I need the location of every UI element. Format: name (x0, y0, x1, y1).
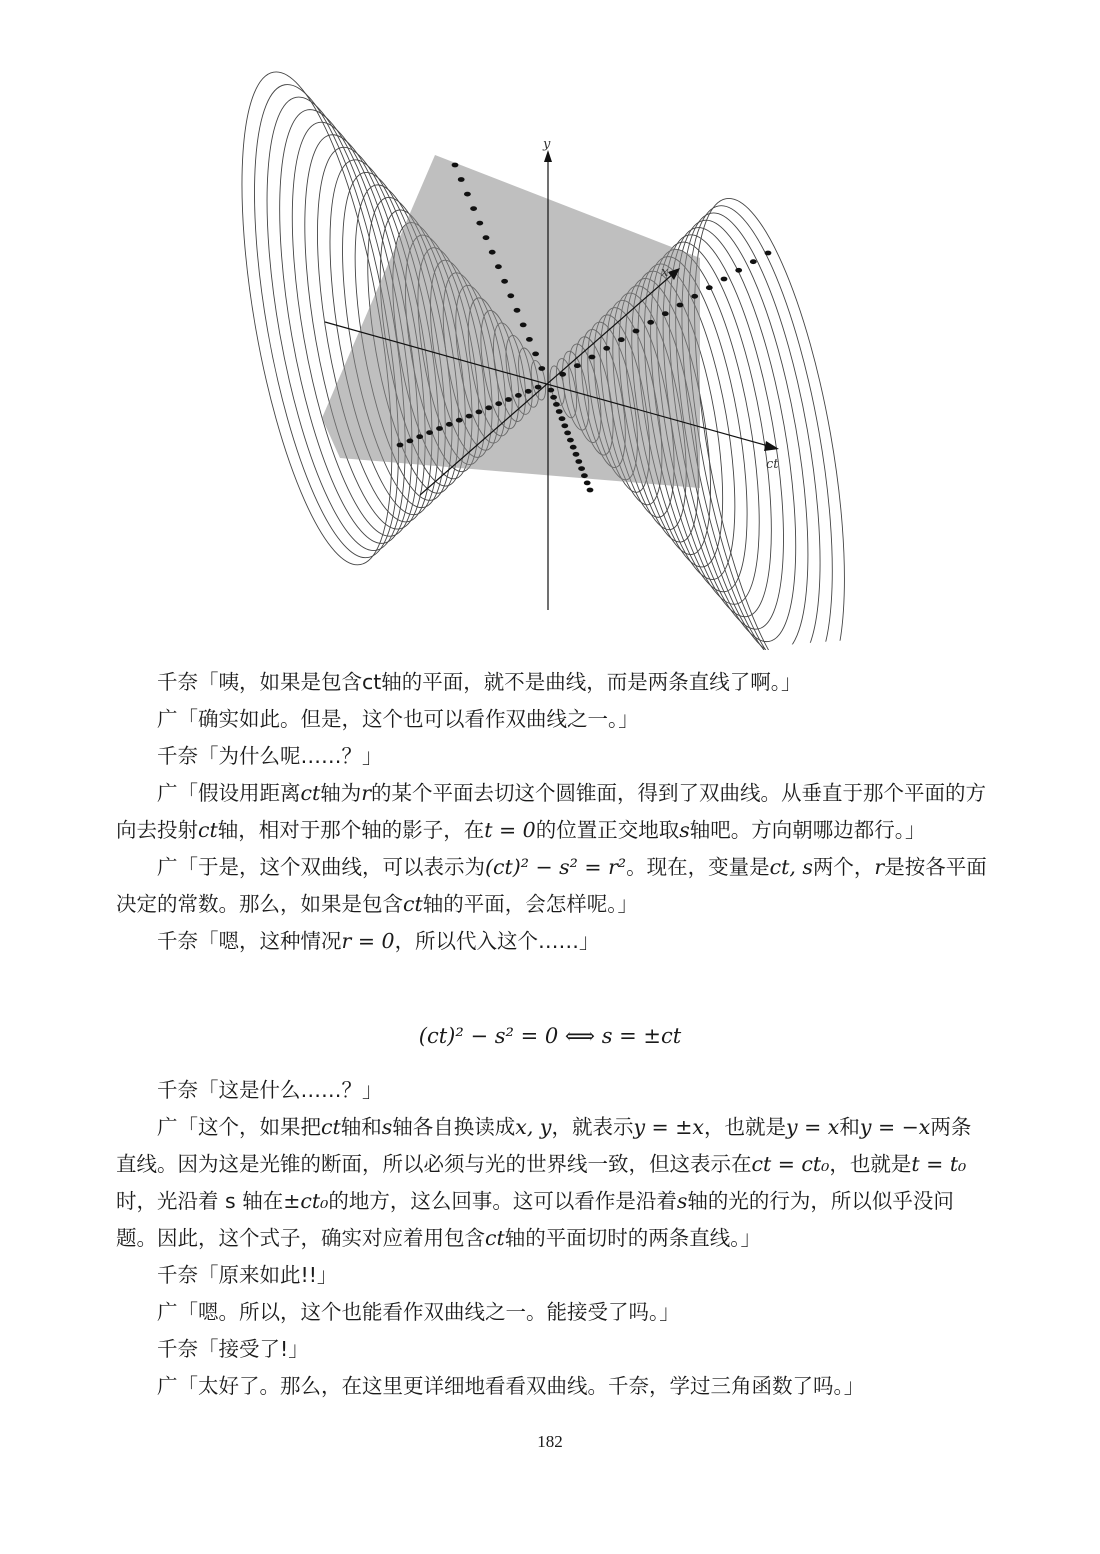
intersection-dot (574, 363, 581, 368)
intersection-dot (691, 294, 698, 299)
intersection-dot (458, 177, 465, 182)
x-axis-label: x (661, 265, 669, 280)
paragraph-r-zero: 千奈「嗯，这种情况r = 0，所以代入这个……」 (157, 929, 600, 953)
paragraph-projection: 广「假设用距离ct轴为r的某个平面去切这个圆锥面，得到了双曲线。从垂直于那个平面的方向去投射ct轴，相对于那个轴的影子，在t = 0的位置正交地取s轴吧。方向朝哪边都行。」 (116, 781, 987, 842)
paragraph-hyperbola: 广「于是，这个双曲线，可以表示为(ct)² − s² = r²。现在，变量是ct, s两个，r是按各平面决定的常数。那么，如果是包含ct轴的平面，会怎样呢。」 (116, 855, 987, 916)
intersection-dot (495, 401, 502, 406)
light-cone-figure (0, 0, 1100, 650)
dialogue-line: 千奈「接受了!」 (157, 1337, 309, 1361)
page-number: 182 (537, 1432, 563, 1451)
dialogue-line: 千奈「为什么呢……？」 (157, 744, 383, 768)
intersection-dot (564, 431, 571, 436)
intersection-dot (647, 320, 654, 325)
dialogue-line: 广「太好了。那么，在这里更详细地看看双曲线。千奈，学过三角函数了吗。」 (157, 1374, 865, 1398)
intersection-dot (456, 418, 463, 423)
intersection-dot (570, 445, 577, 450)
intersection-dot (507, 293, 514, 298)
intersection-dot (765, 251, 772, 256)
intersection-dot (505, 397, 512, 402)
intersection-dot (538, 366, 545, 371)
intersection-dot (532, 352, 539, 357)
intersection-dot (603, 346, 610, 351)
dialogue-line: 广「嗯。所以，这个也能看作双曲线之一。能接受了吗。」 (157, 1300, 680, 1324)
intersection-dot (446, 422, 453, 427)
intersection-dot (587, 488, 594, 493)
intersection-dot (426, 430, 433, 435)
intersection-dot (485, 405, 492, 410)
intersection-dot (581, 473, 588, 478)
intersection-dot (584, 481, 591, 486)
intersection-dot (476, 410, 483, 415)
intersection-dot (397, 443, 404, 448)
intersection-dot (514, 308, 521, 313)
intersection-dot (476, 221, 483, 226)
intersection-dot (515, 393, 522, 398)
intersection-dot (407, 439, 414, 444)
intersection-dot (677, 303, 684, 308)
dialogue-line: 千奈「这是什么……？」 (157, 1078, 383, 1102)
intersection-dot (452, 163, 459, 168)
intersection-dot (750, 259, 757, 264)
intersection-dot (735, 268, 742, 273)
intersection-dot (526, 337, 533, 342)
intersection-dot (706, 285, 713, 290)
intersection-dot (633, 329, 640, 334)
dialogue-line: 广「确实如此。但是，这个也可以看作双曲线之一。」 (157, 707, 639, 731)
intersection-dot (483, 235, 490, 240)
intersection-dot (495, 264, 502, 269)
intersection-dot (464, 192, 471, 197)
dialogue-line: 千奈「咦，如果是包含ct轴的平面，就不是曲线，而是两条直线了啊。」 (157, 670, 802, 694)
intersection-dot (470, 206, 477, 211)
intersection-dot (578, 466, 585, 471)
intersection-dot (556, 409, 563, 414)
intersection-dot (550, 395, 557, 400)
intersection-dot (618, 337, 625, 342)
intersection-dot (501, 279, 508, 284)
intersection-dot (559, 416, 566, 421)
dialogue-line: 千奈「原来如此!!」 (157, 1263, 338, 1287)
paragraph-lines: 广「这个，如果把ct轴和s轴各自换读成x, y，就表示y = ±x，也就是y = x和y = −x两条直线。因为这是光锥的断面，所以必须与光的世界线一致，但这表示在ct = ct₀，也就是t = t₀时，光沿着 s 轴在±ct₀的地方，这么回事。这可以看作是沿着s轴的光的行为，所以似乎没问题。因此，这个式子，确实对应着用包含ct轴的平面切时的两条直线。」 (116, 1115, 972, 1250)
intersection-dot (466, 414, 473, 419)
intersection-dot (662, 311, 669, 316)
intersection-dot (416, 434, 423, 439)
cut-plane (322, 155, 700, 488)
dialogue-block-1 (116, 664, 991, 960)
intersection-dot (561, 423, 568, 428)
intersection-dot (553, 402, 560, 407)
display-equation: (ct)² − s² = 0 ⟺ s = ±ct (418, 1024, 682, 1048)
y-axis-label: y (543, 137, 551, 152)
dialogue-block-2 (116, 1072, 991, 1405)
ct-axis-label: ct (766, 457, 779, 472)
intersection-dot (573, 452, 580, 457)
intersection-dot (589, 355, 596, 360)
intersection-dot (567, 438, 574, 443)
intersection-dot (575, 459, 582, 464)
intersection-dot (525, 389, 532, 394)
intersection-dot (520, 323, 527, 328)
intersection-dot (721, 277, 728, 282)
intersection-dot (436, 426, 443, 431)
intersection-dot (535, 385, 542, 390)
intersection-dot (489, 250, 496, 255)
